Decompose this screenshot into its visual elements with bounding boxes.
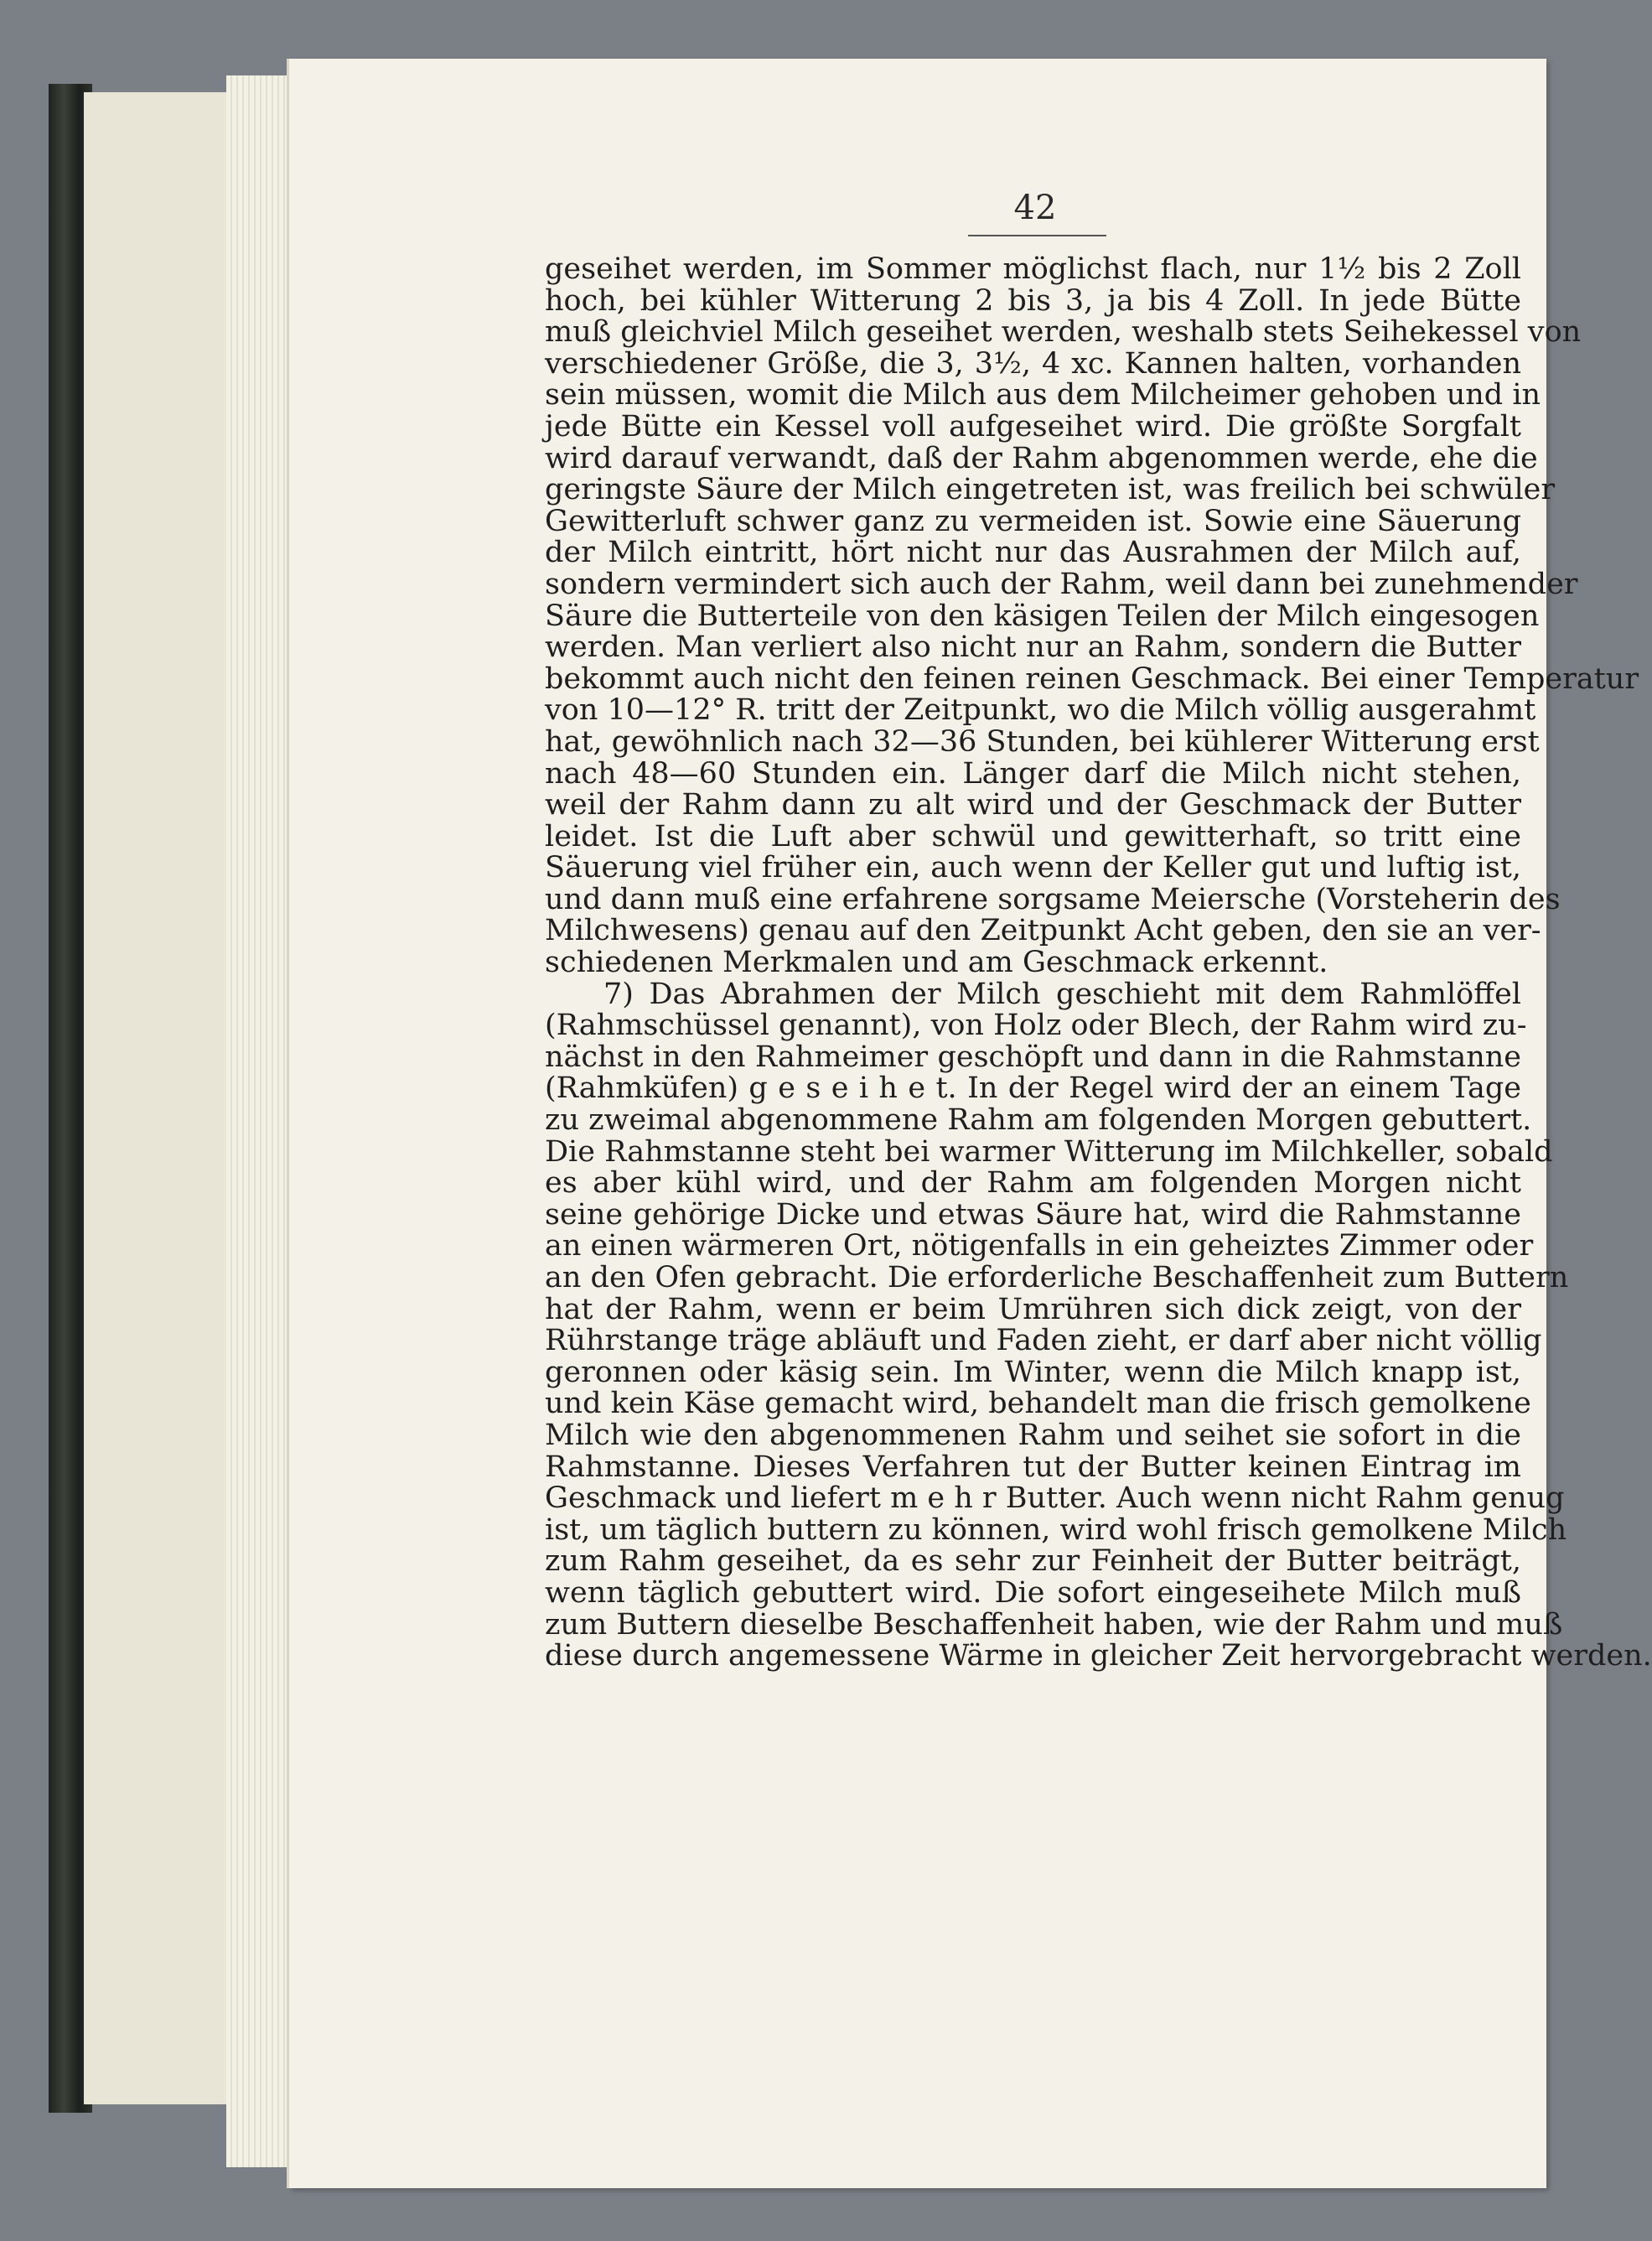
page-edges xyxy=(226,75,293,2167)
text-line: zum Buttern dieselbe Beschaffenheit haben, wie der Rahm und muß xyxy=(545,1607,1563,1642)
text-line: es aber kühl wird, und der Rahm am folgenden Morgen nicht xyxy=(545,1166,1521,1201)
text-line: weil der Rahm dann zu alt wird und der Geschmack der Butter xyxy=(545,788,1521,822)
page-number: 42 xyxy=(1013,189,1057,227)
text-line: verschiedener Größe, die 3, 3½, 4 xc. Kannen halten, vorhanden xyxy=(545,346,1521,381)
text-line: jede Bütte ein Kessel voll aufgeseihet wird. Die größte Sorgfalt xyxy=(545,409,1521,444)
text-line: geseihet werden, im Sommer möglichst flach, nur 1½ bis 2 Zoll xyxy=(545,252,1521,286)
text-line: (Rahmschüssel genannt), von Holz oder Blech, der Rahm wird zu- xyxy=(545,1009,1527,1043)
text-line: und dann muß eine erfahrene sorgsame Meiersche (Vorsteherin des xyxy=(545,882,1561,916)
text-line: nächst in den Rahmeimer geschöpft und dann in die Rahmstanne xyxy=(545,1040,1521,1074)
text-line: diese durch angemessene Wärme in gleicher Zeit hervorgebracht werden. xyxy=(545,1639,1652,1673)
text-line: muß gleichviel Milch geseihet werden, weshalb stets Seihekessel von xyxy=(545,315,1582,350)
text-line: Die Rahmstanne steht bei warmer Witterung im Milchkeller, sobald xyxy=(545,1134,1553,1169)
text-line: und kein Käse gemacht wird, behandelt man die frisch gemolkene xyxy=(545,1387,1531,1421)
text-line: bekommt auch nicht den feinen reinen Geschmack. Bei einer Temperatur xyxy=(545,661,1639,696)
text-line: Milch wie den abgenommenen Rahm und seihet sie sofort in die xyxy=(545,1418,1521,1452)
text-line: geringste Säure der Milch eingetreten ist, was freilich bei schwüler xyxy=(545,473,1556,507)
text-line: hat, gewöhnlich nach 32—36 Stunden, bei kühlerer Witterung erst xyxy=(545,724,1540,759)
text-line: (Rahmküfen) g e s e i h e t. In der Regel wird der an einem Tage xyxy=(545,1071,1521,1106)
text-line: wird darauf verwandt, daß der Rahm abgenommen werde, ehe die xyxy=(545,441,1538,475)
text-line: Milchwesens) genau auf den Zeitpunkt Acht geben, den sie an ver- xyxy=(545,914,1541,948)
text-line: der Milch eintritt, hört nicht nur das Ausrahmen der Milch auf, xyxy=(545,536,1521,570)
text-line: leidet. Ist die Luft aber schwül und gewitterhaft, so tritt eine xyxy=(545,819,1521,853)
text-line: seine gehörige Dicke und etwas Säure hat, wird die Rahmstanne xyxy=(545,1197,1521,1232)
text-line: 7) Das Abrahmen der Milch geschieht mit dem Rahmlöffel xyxy=(545,977,1521,1011)
text-line: Geschmack und liefert m e h r Butter. Auch wenn nicht Rahm genug xyxy=(545,1481,1565,1516)
text-line: Säuerung viel früher ein, auch wenn der Keller gut und luftig ist, xyxy=(545,851,1521,885)
text-line: sondern vermindert sich auch der Rahm, weil dann bei zunehmender xyxy=(545,567,1578,601)
text-line: Gewitterluft schwer ganz zu vermeiden ist. Sowie eine Säuerung xyxy=(545,504,1521,538)
text-line: wenn täglich gebuttert wird. Die sofort eingeseihete Milch muß xyxy=(545,1575,1521,1610)
text-line: sein müssen, womit die Milch aus dem Milcheimer gehoben und in xyxy=(545,378,1541,412)
page-number-rule xyxy=(968,235,1106,236)
text-line: ist, um täglich buttern zu können, wird wohl frisch gemolkene Milch xyxy=(545,1512,1567,1547)
text-line: schiedenen Merkmalen und am Geschmack erkennt. xyxy=(545,946,1328,980)
text-line: geronnen oder käsig sein. Im Winter, wenn die Milch knapp ist, xyxy=(545,1355,1521,1389)
text-line: Rührstange träge abläuft und Faden zieht, er darf aber nicht völlig xyxy=(545,1324,1542,1358)
text-line: an einen wärmeren Ort, nötigenfalls in ein geheiztes Zimmer oder xyxy=(545,1229,1534,1263)
text-line: nach 48—60 Stunden ein. Länger darf die Milch nicht stehen, xyxy=(545,756,1521,791)
text-line: hoch, bei kühler Witterung 2 bis 3, ja bis 4 Zoll. In jede Bütte xyxy=(545,283,1521,318)
text-line: Säure die Butterteile von den käsigen Teilen der Milch eingesogen xyxy=(545,599,1540,633)
body-text xyxy=(545,252,1652,1673)
text-line: hat der Rahm, wenn er beim Umrühren sich dick zeigt, von der xyxy=(545,1292,1521,1326)
text-line: an den Ofen gebracht. Die erforderliche Beschaffenheit zum Buttern xyxy=(545,1261,1569,1294)
text-line: zu zweimal abgenommene Rahm am folgenden Morgen gebuttert. xyxy=(545,1103,1532,1138)
text-line: zum Rahm geseihet, da es sehr zur Feinheit der Butter beiträgt, xyxy=(545,1544,1521,1579)
text-line: werden. Man verliert also nicht nur an Rahm, sondern die Butter xyxy=(545,630,1521,665)
text-line: von 10—12° R. tritt der Zeitpunkt, wo die Milch völlig ausgerahmt xyxy=(545,693,1536,728)
text-line: Rahmstanne. Dieses Verfahren tut der Butter keinen Eintrag im xyxy=(545,1450,1521,1484)
